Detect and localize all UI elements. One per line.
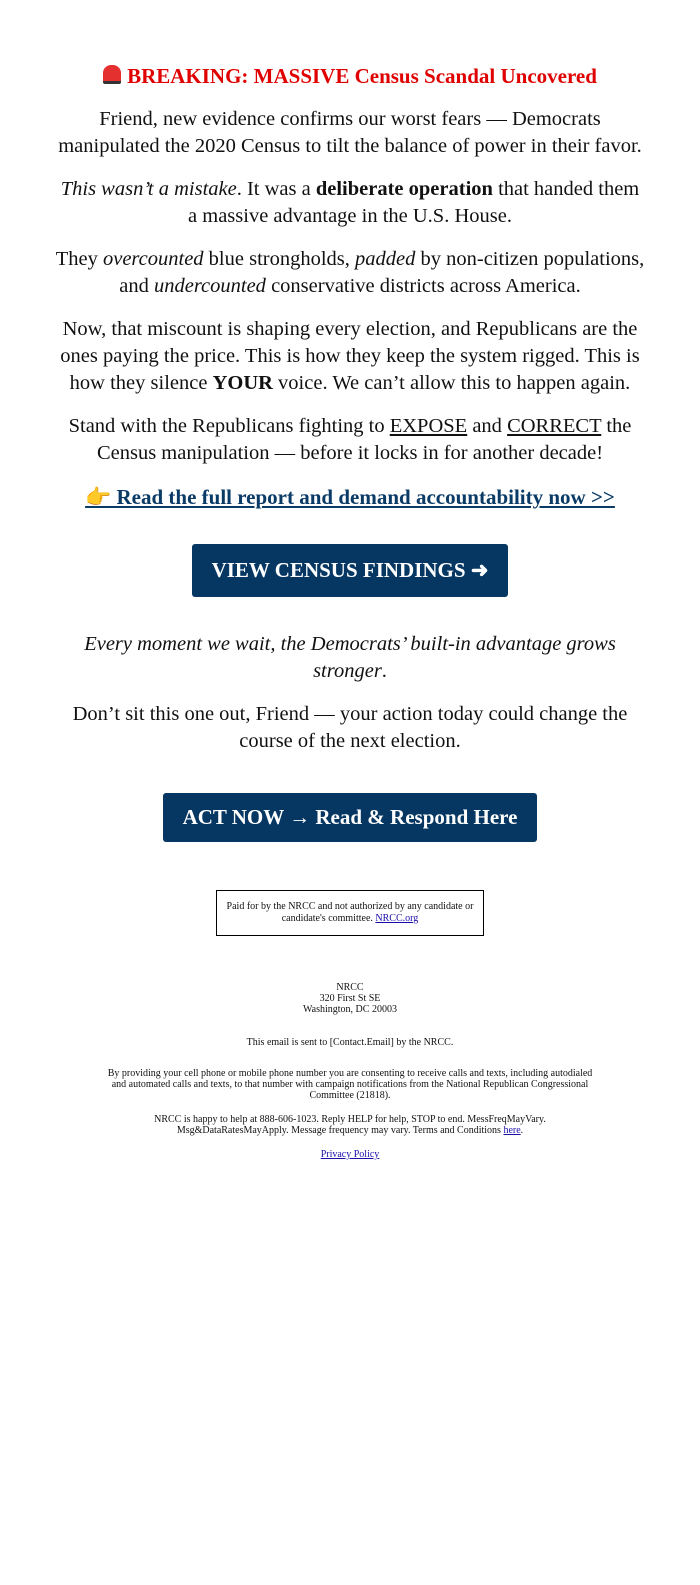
email-body: [55, 0, 645, 1160]
text: and: [467, 415, 508, 437]
siren-icon: [103, 65, 121, 84]
paragraph-deliberate: [55, 176, 645, 230]
text: .: [520, 1125, 524, 1136]
paragraph-overcounted: [55, 246, 645, 300]
text: NRCC is happy to help at 888-606-1023. Reply HELP for help, STOP to end. MessFreqMayVary. Msg&DataRatesMayApply. Message frequency may vary. Terms and Conditions: [154, 1114, 546, 1136]
text: undercounted: [153, 275, 266, 297]
text: They: [55, 248, 103, 270]
headline-text: BREAKING: MASSIVE Census Scandal Uncovered: [127, 64, 597, 88]
paid-for-disclaimer: [216, 890, 484, 936]
nrcc-link[interactable]: NRCC.org: [375, 913, 419, 924]
org-name: NRCC: [336, 982, 364, 993]
privacy-row: [100, 1149, 600, 1160]
text: deliberate operation: [315, 178, 493, 200]
text: that handed them a massive advantage in the U.S. House.: [188, 178, 640, 227]
paragraph-intro: Friend, new evidence confirms our worst fears — Democrats manipulated the 2020 Census to tilt the balance of power in their favor.: [58, 108, 642, 157]
read-report-link[interactable]: 👉 Read the full report and demand accountability now >>: [85, 485, 615, 509]
text: by non-citizen populations, and: [119, 248, 645, 297]
privacy-policy-link[interactable]: Privacy Policy: [320, 1149, 380, 1160]
text: voice. We can’t allow this to happen again.: [272, 372, 631, 394]
act-now-button[interactable]: ACT NOW → Read & Respond Here: [163, 793, 538, 842]
city: Washington, DC 20003: [303, 1004, 397, 1015]
text: conservative districts across America.: [265, 275, 581, 297]
text: EXPOSE: [389, 415, 468, 437]
text: padded: [355, 248, 416, 270]
text: CORRECT: [507, 415, 602, 437]
text: Paid for by the NRCC and not authorized by any candidate or candidate's committee.: [226, 901, 474, 924]
text: overcounted: [102, 248, 204, 270]
paragraph-stand: [55, 413, 645, 467]
text: . It was a: [236, 178, 316, 200]
paragraph-miscount: [55, 316, 645, 397]
headline: [55, 60, 645, 92]
help-notice: [100, 1114, 600, 1136]
paragraph-dont-sit-out: Don’t sit this one out, Friend — your action today could change the course of the next election.: [72, 703, 628, 752]
text: the Census manipulation — before it locks in for another decade!: [96, 415, 632, 464]
text: Stand with the Republicans fighting to: [68, 415, 390, 437]
terms-link[interactable]: here: [503, 1125, 521, 1136]
sent-to-notice: This email is sent to [Contact.Email] by the NRCC.: [246, 1037, 454, 1048]
view-census-findings-button[interactable]: VIEW CENSUS FINDINGS ➜: [192, 544, 509, 597]
sms-consent: By providing your cell phone or mobile phone number you are consenting to receive calls and texts, including autodialed and automated calls and texts, to that number with campaign notifications from the National Republican Congressional Committee (21818).: [107, 1068, 593, 1101]
address: [100, 982, 600, 1015]
text: Every moment we wait, the Democrats’ built-in advantage grows stronger: [84, 633, 616, 682]
text: .: [381, 660, 387, 682]
text: YOUR: [212, 372, 273, 394]
street: 320 First St SE: [319, 993, 381, 1004]
paragraph-every-moment: [55, 631, 645, 685]
text: blue strongholds,: [203, 248, 356, 270]
text: Now, that miscount is shaping every election, and Republicans are the ones paying the price. This is how they keep the system rigged. This is how they silence: [60, 318, 640, 394]
text: This wasn’t a mistake: [60, 178, 237, 200]
